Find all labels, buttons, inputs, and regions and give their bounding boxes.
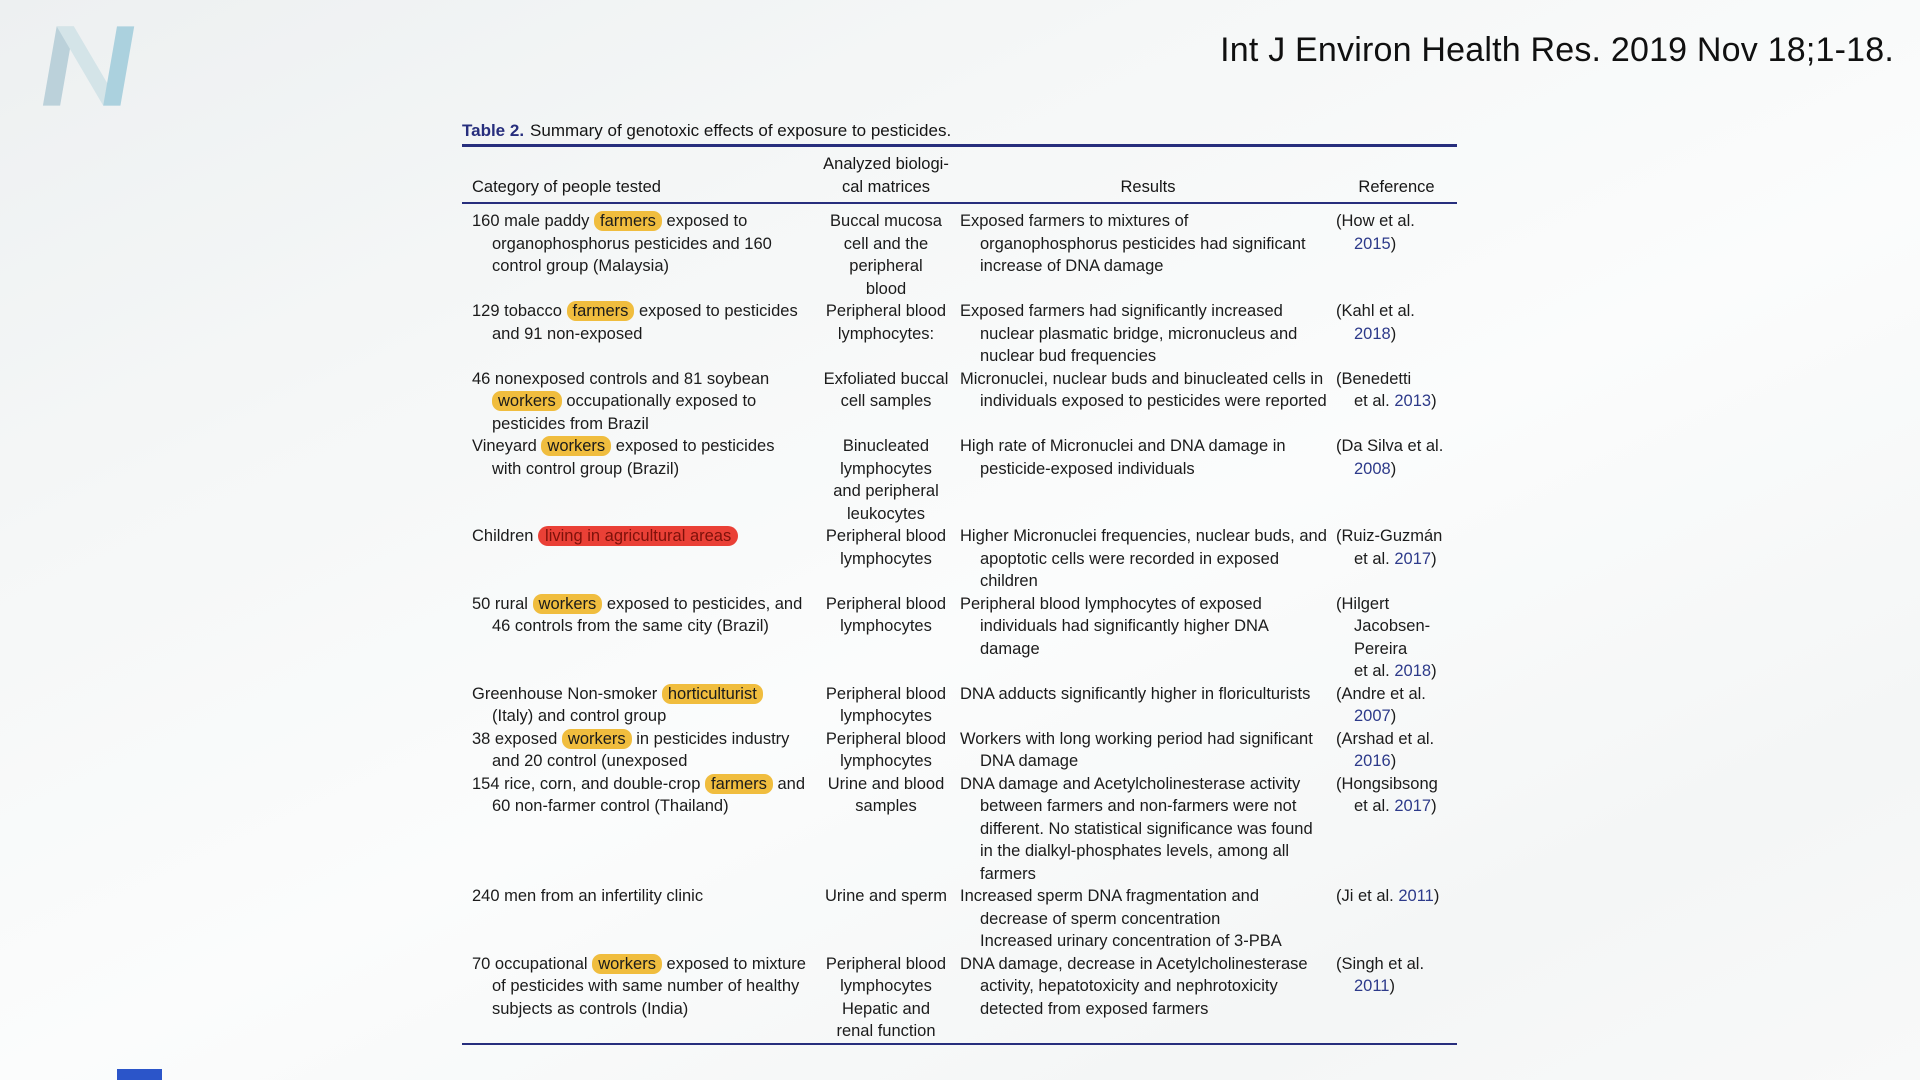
category-text — [472, 368, 808, 436]
reference-line — [1336, 210, 1457, 233]
matrices-line: peripheral — [849, 257, 923, 275]
category-text — [472, 593, 808, 638]
reference-line — [1336, 458, 1457, 481]
category-text-segment: 160 male paddy — [472, 212, 595, 230]
results-statement: DNA damage, decrease in Acetylcholinesterase activity, hepatotoxicity and nephrotoxicity detected from exposed farmers — [960, 954, 1308, 1018]
category-text-segment: 154 rice, corn, and double-crop — [472, 774, 705, 793]
category-text — [472, 210, 808, 278]
cell-results — [960, 728, 1336, 773]
results-statement: Workers with long working period had significant DNA damage — [960, 729, 1313, 770]
table-row — [462, 435, 1457, 525]
cell-results — [960, 300, 1336, 368]
reference-line — [1336, 233, 1457, 256]
reference-text: (Arshad et al. — [1336, 729, 1435, 748]
reference-line — [1336, 953, 1457, 976]
n-icon — [36, 22, 148, 110]
matrices-line: Peripheral blood — [825, 527, 947, 545]
results-statement: Micronuclei, nuclear buds and binucleated cells in individuals exposed to pesticides were reported — [960, 369, 1327, 410]
reference-text: et al. — [1354, 392, 1395, 410]
category-text-segment: exposed to mixture of pesticides with same number of healthy subjects as controls (India) — [492, 954, 806, 1018]
reference-line — [1336, 795, 1457, 818]
cell-matrices — [812, 885, 960, 953]
category-text-segment: in pesticides industry and 20 control (unexposed — [492, 729, 790, 770]
matrices-line: lymphocytes — [840, 977, 932, 995]
category-text-segment: (Italy) and control group — [492, 707, 667, 725]
category-text-segment: Greenhouse Non-smoker — [472, 684, 662, 703]
reference-text: ) — [1389, 977, 1395, 995]
reference-year: 2018 — [1394, 662, 1432, 680]
category-text — [472, 300, 808, 345]
cell-results — [960, 435, 1336, 525]
table-row — [462, 683, 1457, 728]
matrices-line: leukocytes — [847, 504, 925, 523]
highlight-yellow: workers — [592, 954, 662, 974]
table-row — [462, 953, 1457, 1044]
cell-reference — [1336, 368, 1457, 436]
cell-matrices — [812, 368, 960, 436]
reference-line — [1336, 615, 1457, 638]
matrices-line: Peripheral blood — [825, 594, 947, 613]
cell-matrices — [812, 728, 960, 773]
category-text-segment: Children — [472, 527, 539, 545]
reference-line — [1336, 728, 1457, 751]
cell-reference — [1336, 203, 1457, 300]
reference-text: (Ji et al. — [1336, 887, 1399, 905]
brand-logo — [36, 22, 148, 110]
table-title-text: Summary of genotoxic effects of exposure to pesticides. — [530, 121, 952, 140]
results-statement: Increased sperm DNA fragmentation and decrease of sperm concentration — [960, 887, 1259, 928]
column-header-reference: Reference — [1336, 146, 1457, 204]
cell-matrices — [812, 593, 960, 683]
results-statement: Increased urinary concentration of 3-PBA — [980, 932, 1282, 950]
reference-year: 2008 — [1354, 459, 1391, 478]
table-row — [462, 885, 1457, 953]
reference-line — [1336, 368, 1457, 391]
matrices-line: and peripheral — [833, 482, 939, 500]
reference-text: (Da Silva et al. — [1336, 437, 1444, 455]
reference-text: Pereira — [1354, 639, 1408, 658]
matrices-line: Peripheral blood — [825, 729, 947, 748]
cell-category — [462, 368, 812, 436]
header-row — [462, 146, 1457, 204]
matrices-line: lymphocytes — [840, 707, 932, 725]
reference-line — [1336, 885, 1457, 908]
category-text-segment: Vineyard — [472, 437, 542, 455]
table-row — [462, 368, 1457, 436]
journal-citation: Int J Environ Health Res. 2019 Nov 18;1-18. — [1220, 31, 1894, 69]
reference-line — [1336, 323, 1457, 346]
cell-results — [960, 525, 1336, 593]
reference-text: et al. — [1354, 797, 1395, 815]
cell-reference — [1336, 728, 1457, 773]
cell-results — [960, 368, 1336, 436]
reference-line — [1336, 705, 1457, 728]
reference-text: ) — [1431, 392, 1437, 410]
reference-line — [1336, 750, 1457, 773]
cell-reference — [1336, 300, 1457, 368]
reference-text: ) — [1390, 324, 1397, 343]
results-statement: Exposed farmers had significantly increased nuclear plasmatic bridge, micronucleus and nuclear bud frequencies — [960, 302, 1298, 365]
category-text-segment: 50 rural — [472, 594, 533, 613]
reference-text: ) — [1431, 662, 1437, 680]
cell-category — [462, 435, 812, 525]
cell-category — [462, 203, 812, 300]
cell-reference — [1336, 953, 1457, 1044]
category-text — [472, 435, 808, 480]
column-header-matrices — [812, 146, 960, 204]
category-text-segment: 46 nonexposed controls and 81 soybean — [472, 369, 770, 388]
category-text-segment: 38 exposed — [472, 729, 562, 748]
cell-results — [960, 953, 1336, 1044]
matrices-line: lymphocytes — [840, 459, 932, 478]
results-statement: DNA adducts significantly higher in floriculturists — [960, 684, 1311, 703]
category-text — [472, 683, 808, 728]
cell-results — [960, 593, 1336, 683]
reference-text: ) — [1431, 549, 1437, 568]
reference-year: 2011 — [1398, 887, 1434, 905]
matrices-line: lymphocytes — [840, 617, 932, 635]
reference-text: ) — [1390, 752, 1397, 770]
reference-text: (How et al. — [1336, 212, 1415, 230]
cell-matrices — [812, 953, 960, 1044]
table-row — [462, 525, 1457, 593]
cell-reference — [1336, 773, 1457, 886]
matrices-line: Peripheral blood — [825, 302, 947, 320]
table-title-label: Table 2. — [462, 121, 525, 140]
highlight-yellow: workers — [562, 729, 632, 749]
matrices-line: lymphocytes — [840, 549, 932, 568]
matrices-line: Buccal mucosa — [830, 212, 942, 230]
highlight-yellow: farmers — [567, 301, 635, 321]
reference-line — [1336, 683, 1457, 706]
results-statement: DNA damage and Acetylcholinesterase activity between farmers and non-farmers were not different. No statistical significance was found in the dialkyl-phosphates levels, among all farmers — [960, 774, 1313, 883]
category-text-segment: 129 tobacco — [472, 302, 567, 320]
reference-line — [1336, 638, 1457, 661]
reference-year: 2017 — [1394, 549, 1432, 568]
cell-matrices — [812, 773, 960, 886]
category-text — [472, 953, 808, 1021]
matrices-line: Binucleated — [842, 437, 930, 455]
matrices-line: blood — [865, 279, 907, 298]
cell-category — [462, 683, 812, 728]
category-text-segment: exposed to pesticides with control group (Brazil) — [492, 437, 775, 478]
category-text-segment: 70 occupational — [472, 954, 593, 973]
column-header-results: Results — [960, 146, 1336, 204]
reference-text: (Benedetti — [1336, 369, 1412, 388]
reference-line — [1336, 660, 1457, 683]
cell-reference — [1336, 525, 1457, 593]
category-text-segment: exposed to pesticides, and 46 controls from the same city (Brazil) — [492, 594, 803, 635]
matrices-line: Peripheral blood — [825, 954, 947, 973]
reference-text: Jacobsen- — [1354, 617, 1431, 635]
category-text — [472, 773, 808, 818]
reference-year: 2018 — [1354, 324, 1391, 343]
reference-line — [1336, 435, 1457, 458]
column-header-category: Category of people tested — [462, 146, 812, 204]
category-text-segment: occupationally exposed to pesticides from Brazil — [492, 392, 757, 433]
highlight-yellow: workers — [541, 436, 611, 456]
matrices-line: Peripheral blood — [825, 684, 947, 703]
cell-category — [462, 728, 812, 773]
category-text-segment: 240 men from an infertility clinic — [472, 887, 704, 905]
category-text-segment: exposed to pesticides and 91 non-exposed — [492, 302, 798, 343]
matrices-line: cell and the — [843, 234, 929, 253]
reference-text: (Kahl et al. — [1336, 302, 1415, 320]
reference-year: 2015 — [1354, 234, 1391, 253]
cell-category — [462, 525, 812, 593]
category-text — [472, 885, 808, 908]
category-text — [472, 525, 808, 548]
reference-text: (Ruiz-Guzmán — [1336, 527, 1443, 545]
reference-year: 2007 — [1354, 707, 1391, 725]
table-row — [462, 773, 1457, 886]
table-row — [462, 728, 1457, 773]
cell-matrices — [812, 435, 960, 525]
cell-results — [960, 885, 1336, 953]
reference-line — [1336, 300, 1457, 323]
cell-matrices — [812, 300, 960, 368]
reference-text: ) — [1390, 234, 1397, 253]
reference-text: ) — [1390, 459, 1397, 478]
reference-year: 2017 — [1394, 797, 1432, 815]
cell-reference — [1336, 593, 1457, 683]
table-title — [462, 121, 1457, 141]
reference-text: ) — [1390, 707, 1397, 725]
reference-text: (Andre et al. — [1336, 684, 1426, 703]
highlight-red: living in agricultural areas — [538, 526, 738, 546]
cell-category — [462, 773, 812, 886]
cell-reference — [1336, 435, 1457, 525]
highlight-yellow: farmers — [705, 774, 773, 794]
table-region — [462, 121, 1457, 1045]
results-statement: Higher Micronuclei frequencies, nuclear buds, and apoptotic cells were recorded in exposed children — [960, 527, 1327, 590]
reference-year: 2013 — [1394, 392, 1432, 410]
matrices-line: samples — [855, 797, 917, 815]
highlight-yellow: workers — [533, 594, 603, 614]
reference-line — [1336, 548, 1457, 571]
reference-text: (Hilgert — [1336, 594, 1390, 613]
results-statement: High rate of Micronuclei and DNA damage in pesticide-exposed individuals — [960, 437, 1286, 478]
reference-line — [1336, 525, 1457, 548]
highlight-yellow: farmers — [594, 211, 662, 231]
reference-line — [1336, 773, 1457, 796]
cell-matrices — [812, 203, 960, 300]
corner-accent — [117, 1069, 162, 1080]
matrices-line: lymphocytes — [840, 752, 932, 770]
reference-line — [1336, 390, 1457, 413]
cell-category — [462, 300, 812, 368]
category-text-segment: and 60 non-farmer control (Thailand) — [492, 774, 806, 815]
cell-results — [960, 683, 1336, 728]
column-header-matrices-line: Analyzed biologi- — [823, 155, 949, 173]
column-header-matrices-line: cal matrices — [841, 177, 931, 196]
cell-category — [462, 885, 812, 953]
matrices-line: lymphocytes: — [837, 324, 935, 343]
reference-line — [1336, 975, 1457, 998]
results-statement: Peripheral blood lymphocytes of exposed individuals had significantly higher DNA damage — [960, 594, 1268, 658]
genotoxic-effects-table — [462, 144, 1457, 1045]
cell-reference — [1336, 683, 1457, 728]
reference-text: (Hongsibsong — [1336, 774, 1438, 793]
reference-text: ) — [1431, 797, 1437, 815]
reference-line — [1336, 593, 1457, 616]
cell-matrices — [812, 525, 960, 593]
highlight-yellow: workers — [492, 391, 562, 411]
matrices-line: Exfoliated buccal — [823, 369, 949, 388]
matrices-line: cell samples — [840, 392, 932, 410]
cell-category — [462, 593, 812, 683]
matrices-line: renal function — [836, 1022, 936, 1040]
category-text-segment: exposed to organophosphorus pesticides and 160 control group (Malaysia) — [492, 212, 772, 275]
matrices-line: Urine and sperm — [825, 887, 947, 905]
table-row — [462, 300, 1457, 368]
cell-results — [960, 203, 1336, 300]
reference-text: et al. — [1354, 549, 1395, 568]
cell-matrices — [812, 683, 960, 728]
cell-category — [462, 953, 812, 1044]
reference-text: ) — [1433, 887, 1440, 905]
reference-text: et al. — [1354, 662, 1395, 680]
cell-results — [960, 773, 1336, 886]
category-text — [472, 728, 808, 773]
results-statement: Exposed farmers to mixtures of organophosphorus pesticides had significant increase of DNA damage — [960, 212, 1306, 275]
table-row — [462, 203, 1457, 300]
reference-text: (Singh et al. — [1336, 954, 1425, 973]
cell-reference — [1336, 885, 1457, 953]
matrices-line: Urine and blood — [827, 774, 945, 793]
reference-year: 2011 — [1354, 977, 1390, 995]
matrices-line: Hepatic and — [841, 999, 931, 1018]
table-row — [462, 593, 1457, 683]
highlight-yellow: horticulturist — [662, 684, 763, 704]
reference-year: 2016 — [1354, 752, 1391, 770]
